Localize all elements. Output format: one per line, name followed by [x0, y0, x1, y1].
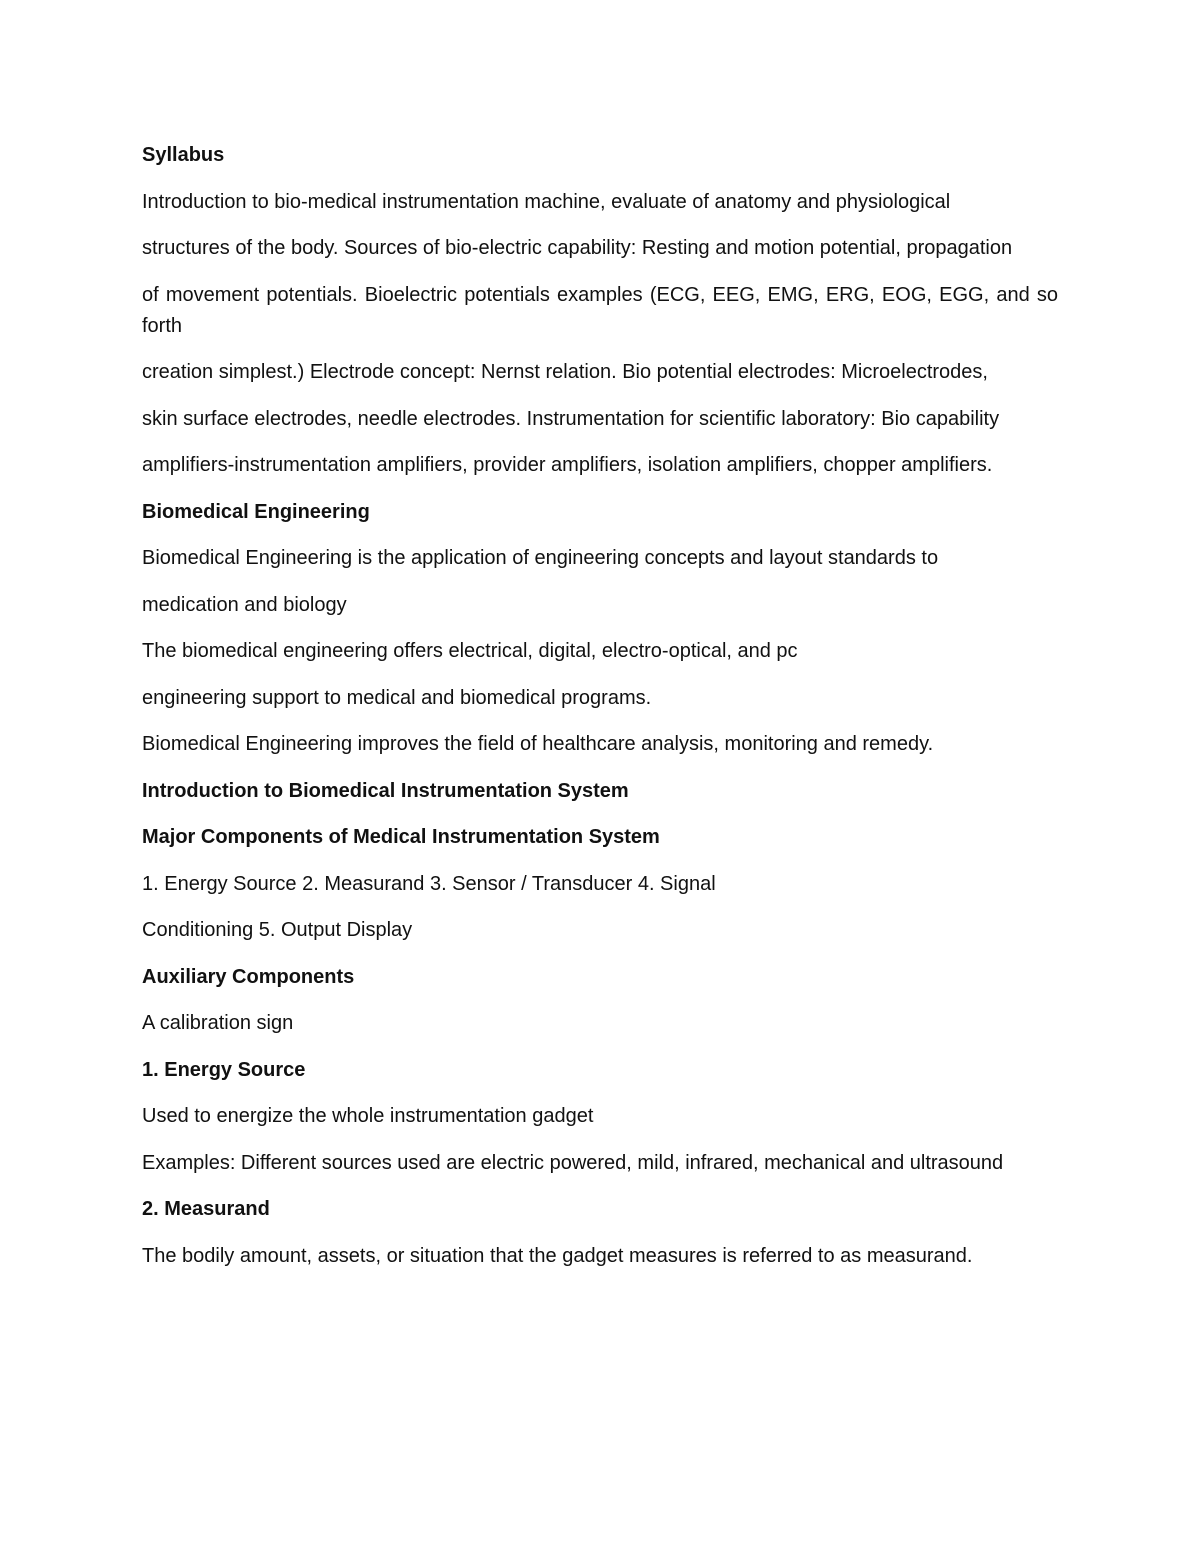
paragraph-line: 1. Energy Source 2. Measurand 3. Sensor / Transducer 4. Signal	[142, 872, 716, 895]
paragraph-line: Conditioning 5. Output Display	[142, 919, 413, 941]
paragraph-line: Examples: Different sources used are electric powered, mild, infrared, mechanical and ultrasound	[142, 1151, 1004, 1174]
heading-introduction-system: Introduction to Biomedical Instrumentation System	[142, 779, 629, 802]
paragraph-line: of movement potentials. Bioelectric potentials examples (ECG, EEG, EMG, ERG, EOG, EGG, and so forth	[142, 283, 1058, 337]
heading-energy-source: 1. Energy Source	[142, 1058, 306, 1081]
paragraph-line: engineering support to medical and biomedical programs.	[142, 686, 652, 709]
paragraph-line: medication and biology	[142, 593, 347, 616]
heading-syllabus: Syllabus	[142, 144, 225, 166]
heading-auxiliary-components: Auxiliary Components	[142, 965, 355, 988]
paragraph-line: The bodily amount, assets, or situation that the gadget measures is referred to as measurand.	[142, 1244, 973, 1267]
paragraph-line: structures of the body. Sources of bio-electric capability: Resting and motion potential, propagation	[142, 237, 1013, 259]
heading-measurand: 2. Measurand	[142, 1198, 270, 1220]
paragraph-line: Introduction to bio-medical instrumentation machine, evaluate of anatomy and physiological	[142, 190, 951, 213]
paragraph-line: amplifiers-instrumentation amplifiers, provider amplifiers, isolation amplifiers, chopper amplifiers.	[142, 454, 993, 476]
document-page	[142, 140, 1058, 1287]
heading-major-components: Major Components of Medical Instrumentation System	[142, 826, 660, 848]
heading-biomedical-engineering: Biomedical Engineering	[142, 500, 370, 523]
paragraph-line: The biomedical engineering offers electrical, digital, electro-optical, and pc	[142, 640, 798, 662]
paragraph-line: skin surface electrodes, needle electrodes. Instrumentation for scientific laboratory: Bio capability	[142, 407, 1000, 430]
paragraph-line: Biomedical Engineering is the application of engineering concepts and layout standards to	[142, 547, 939, 569]
paragraph-line: Used to energize the whole instrumentation gadget	[142, 1105, 594, 1127]
paragraph-line: A calibration sign	[142, 1012, 294, 1034]
paragraph-line: creation simplest.) Electrode concept: Nernst relation. Bio potential electrodes: Microelectrodes,	[142, 361, 988, 383]
paragraph-line: Biomedical Engineering improves the field of healthcare analysis, monitoring and remedy.	[142, 733, 934, 755]
